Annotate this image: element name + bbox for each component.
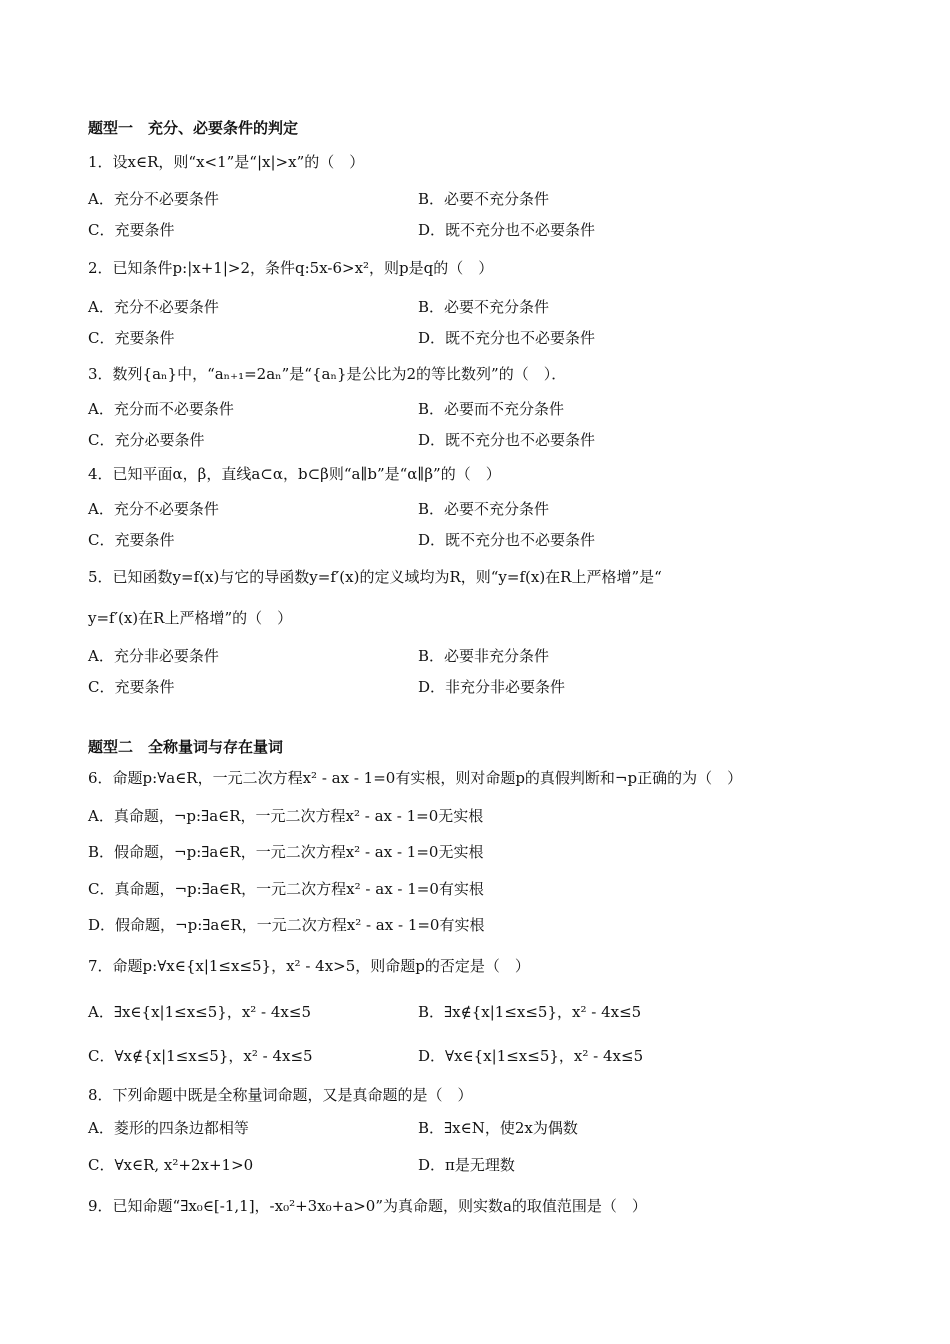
q8-option-c: C．∀x∈R, x²+2x+1>0 [88, 1156, 254, 1174]
section-title-2: 题型二 全称量词与存在量词 [88, 738, 284, 756]
q1-option-d: D．既不充分也不必要条件 [418, 221, 596, 239]
q1-option-c: C．充要条件 [88, 221, 175, 239]
question-4-stem: 4．已知平面α，β，直线a⊂α，b⊂β则“a∥b”是“α∥β”的（ ） [88, 465, 501, 483]
section-title-1: 题型一 充分、必要条件的判定 [88, 119, 299, 137]
q3-option-a: A．充分而不必要条件 [88, 400, 234, 418]
question-6-stem: 6．命题p:∀a∈R，一元二次方程x² - ax - 1=0有实根，则对命题p的真假判断和¬p正确的为（ ） [88, 769, 743, 787]
question-5-stem-line1: 5．已知函数y=f(x)与它的导函数y=f′(x)的定义域均为R，则“y=f(x)在R上严格增”是“ [88, 568, 662, 586]
q1-option-a: A．充分不必要条件 [88, 190, 219, 208]
q8-option-a: A．菱形的四条边都相等 [88, 1119, 249, 1137]
q5-option-d: D．非充分非必要条件 [418, 678, 566, 696]
q1-option-b: B．必要不充分条件 [418, 190, 550, 208]
q4-option-a: A．充分不必要条件 [88, 500, 219, 518]
question-5-stem-line2: y=f′(x)在R上严格增”的（ ） [88, 609, 293, 627]
q4-option-b: B．必要不充分条件 [418, 500, 550, 518]
question-3-stem: 3．数列{aₙ}中，“aₙ₊₁=2aₙ”是“{aₙ}是公比为2的等比数列”的（ ）． [88, 365, 567, 383]
q4-option-d: D．既不充分也不必要条件 [418, 531, 596, 549]
q4-option-c: C．充要条件 [88, 531, 175, 549]
q2-option-b: B．必要不充分条件 [418, 298, 550, 316]
q2-option-d: D．既不充分也不必要条件 [418, 329, 596, 347]
question-1-stem: 1．设x∈R，则“x<1”是“|x|>x”的（ ） [88, 153, 365, 171]
q6-option-a: A．真命题，¬p:∃a∈R，一元二次方程x² - ax - 1=0无实根 [88, 807, 484, 825]
question-7-stem: 7．命题p:∀x∈{x|1≤x≤5}，x² - 4x>5，则命题p的否定是（ ） [88, 957, 530, 975]
q3-option-d: D．既不充分也不必要条件 [418, 431, 596, 449]
q5-option-b: B．必要非充分条件 [418, 647, 550, 665]
question-9-stem: 9．已知命题“∃x₀∈[-1,1]，-x₀²+3x₀+a>0”为真命题，则实数a的取值范围是（ ） [88, 1197, 647, 1215]
question-2-stem: 2．已知条件p:|x+1|>2，条件q:5x-6>x²，则p是q的（ ） [88, 259, 494, 277]
q2-option-c: C．充要条件 [88, 329, 175, 347]
q6-option-c: C．真命题，¬p:∃a∈R，一元二次方程x² - ax - 1=0有实根 [88, 880, 484, 898]
q7-option-c: C．∀x∉{x|1≤x≤5}，x² - 4x≤5 [88, 1047, 313, 1065]
q7-option-d: D．∀x∈{x|1≤x≤5}，x² - 4x≤5 [418, 1047, 644, 1065]
q5-option-a: A．充分非必要条件 [88, 647, 219, 665]
q7-option-b: B．∃x∉{x|1≤x≤5}，x² - 4x≤5 [418, 1003, 642, 1021]
q5-option-c: C．充要条件 [88, 678, 175, 696]
question-8-stem: 8．下列命题中既是全称量词命题，又是真命题的是（ ） [88, 1086, 473, 1104]
q6-option-b: B．假命题，¬p:∃a∈R，一元二次方程x² - ax - 1=0无实根 [88, 843, 484, 861]
q6-option-d: D．假命题，¬p:∃a∈R，一元二次方程x² - ax - 1=0有实根 [88, 916, 485, 934]
q2-option-a: A．充分不必要条件 [88, 298, 219, 316]
q3-option-c: C．充分必要条件 [88, 431, 205, 449]
q8-option-d: D．π是无理数 [418, 1156, 515, 1174]
q7-option-a: A．∃x∈{x|1≤x≤5}，x² - 4x≤5 [88, 1003, 312, 1021]
q8-option-b: B．∃x∈N，使2x为偶数 [418, 1119, 578, 1137]
q3-option-b: B．必要而不充分条件 [418, 400, 565, 418]
